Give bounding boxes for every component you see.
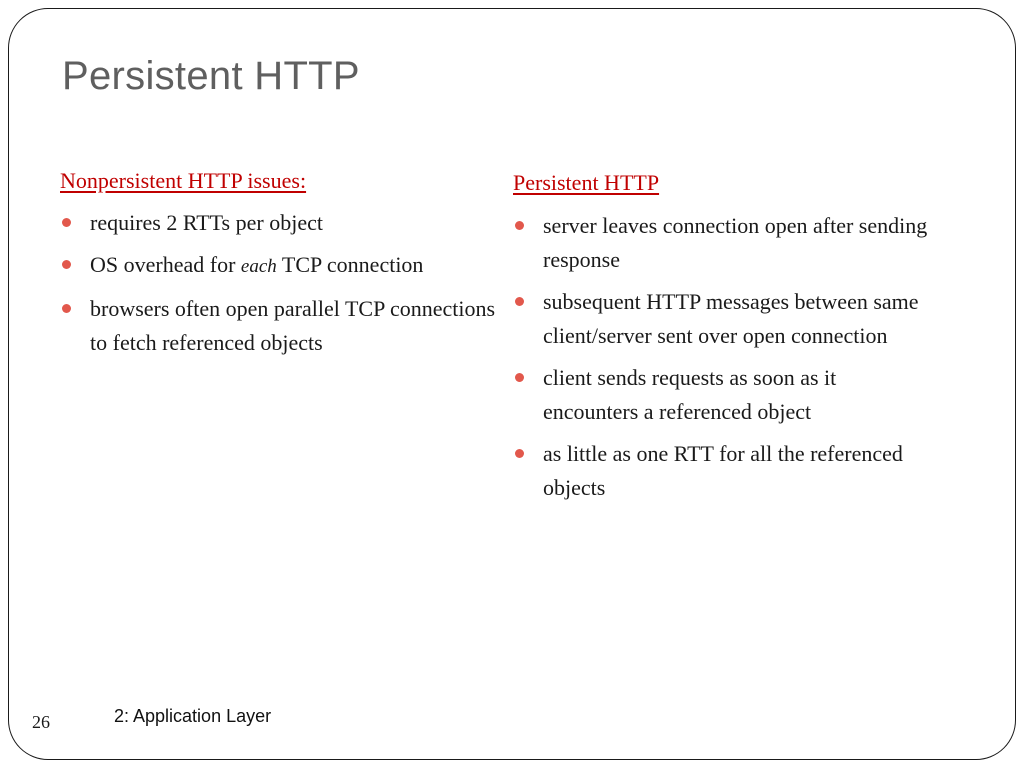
page-number: 26 xyxy=(32,712,50,732)
bullet-item xyxy=(513,285,933,353)
bullet-text-after: TCP connection xyxy=(276,252,424,277)
left-bullet-list xyxy=(60,206,500,360)
left-heading: Nonpersistent HTTP issues: xyxy=(60,168,307,193)
bullet-item xyxy=(513,437,933,505)
left-column xyxy=(60,168,500,368)
right-heading: Persistent HTTP xyxy=(513,170,660,195)
bullet-dot-icon xyxy=(62,260,71,269)
bullet-dot-icon xyxy=(62,304,71,313)
bullet-text: server leaves connection open after sending response xyxy=(543,213,928,272)
bullet-dot-icon xyxy=(515,297,524,306)
bullet-dot-icon xyxy=(62,218,71,227)
right-bullet-list xyxy=(513,209,933,505)
bullet-text-before: OS overhead for xyxy=(90,252,241,277)
right-column xyxy=(513,170,933,513)
bullet-text: client sends requests as soon as it encounters a referenced object xyxy=(543,365,837,424)
bullet-text-emphasis: each xyxy=(240,256,277,277)
bullet-text: subsequent HTTP messages between same client/server sent over open connection xyxy=(543,289,919,348)
bullet-text: as little as one RTT for all the referenced objects xyxy=(543,441,903,500)
bullet-item xyxy=(513,361,933,429)
bullet-dot-icon xyxy=(515,373,524,382)
bullet-dot-icon xyxy=(515,449,524,458)
bullet-item xyxy=(60,248,500,284)
footer-text: 2: Application Layer xyxy=(114,706,272,726)
bullet-text: browsers often open parallel TCP connections to fetch referenced objects xyxy=(90,296,496,355)
slide-title: Persistent HTTP xyxy=(62,54,360,98)
bullet-item xyxy=(60,292,500,360)
bullet-item xyxy=(60,206,500,240)
bullet-item xyxy=(513,209,933,277)
bullet-text: requires 2 RTTs per object xyxy=(90,210,323,235)
bullet-dot-icon xyxy=(515,221,524,230)
